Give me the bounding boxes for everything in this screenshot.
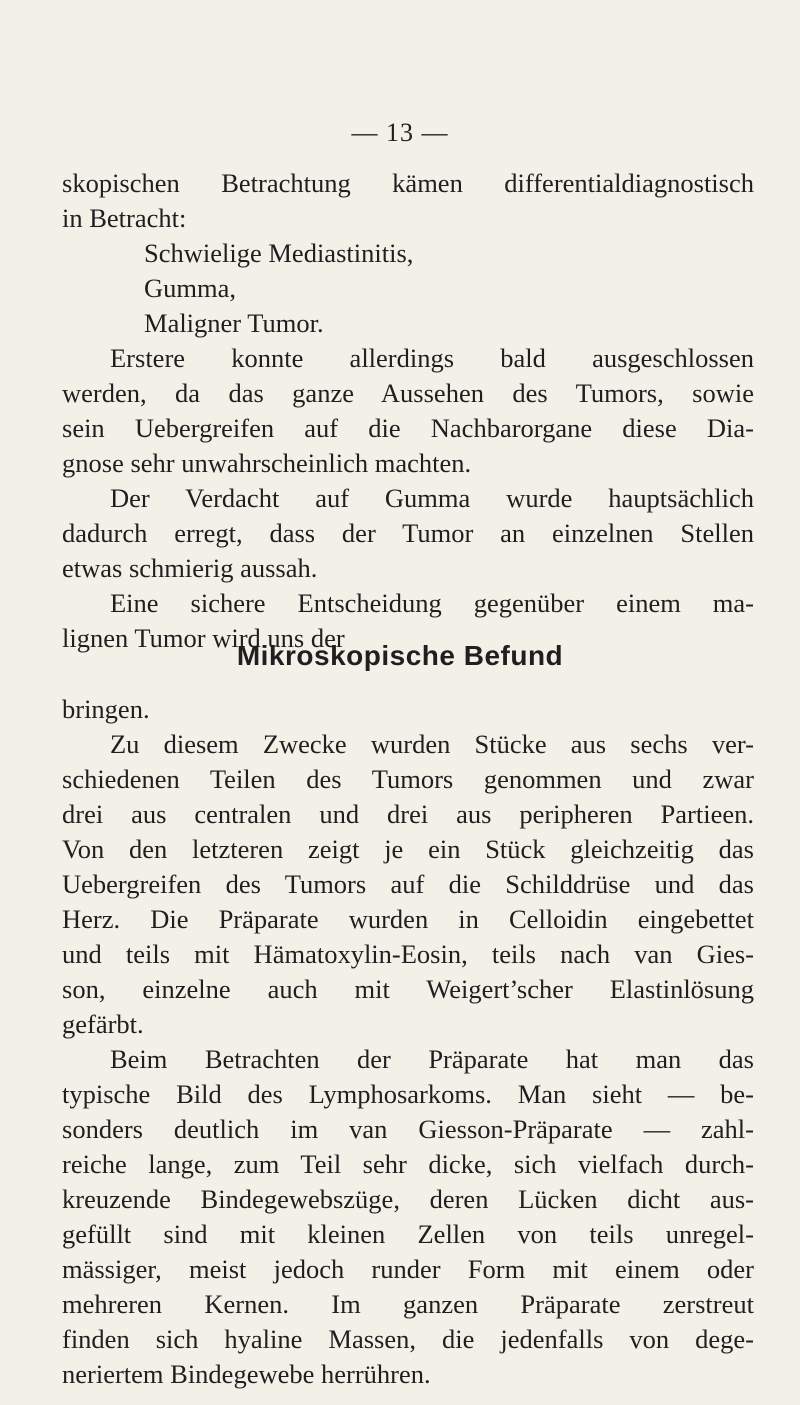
text-line: gnose sehr unwahrscheinlich machten. — [62, 448, 472, 478]
text-block-top — [62, 166, 754, 656]
text-block-bottom — [62, 692, 754, 1392]
text-line: mässiger, meist jedoch runder Form mit einem oder — [62, 1254, 754, 1284]
text-line: gefüllt sind mit kleinen Zellen von teils unregel- — [62, 1219, 754, 1249]
text-line: neriertem Bindegewebe herrühren. — [62, 1359, 431, 1389]
text-line: sein Uebergreifen auf die Nachbarorgane diese Dia- — [62, 413, 754, 443]
text-line: etwas schmierig aussah. — [62, 553, 318, 583]
text-line: dadurch erregt, dass der Tumor an einzelnen Stellen — [62, 518, 754, 548]
text-line: werden, da das ganze Aussehen des Tumors, sowie — [62, 378, 754, 408]
text-line: drei aus centralen und drei aus peripheren Partieen. — [62, 799, 754, 829]
text-line: sonders deutlich im van Giesson-Präparate — zahl- — [62, 1114, 754, 1144]
text-line: Uebergreifen des Tumors auf die Schilddrüse und das — [62, 869, 754, 899]
text-line: son, einzelne auch mit Weigert’scher Elastinlösung — [62, 974, 754, 1004]
text-line: mehreren Kernen. Im ganzen Präparate zerstreut — [62, 1289, 754, 1319]
text-line: und teils mit Hämatoxylin-Eosin, teils nach van Gies- — [62, 939, 754, 969]
text-line: schiedenen Teilen des Tumors genommen und zwar — [62, 764, 754, 794]
section-heading: Mikroskopische Befund — [236, 640, 564, 671]
list-item: Maligner Tumor. — [144, 308, 324, 338]
page-number: — 13 — — [351, 118, 449, 147]
text-line: Von den letzteren zeigt je ein Stück gleichzeitig das — [62, 834, 754, 864]
list-item: Schwielige Mediastinitis, — [144, 238, 414, 268]
text-line: gefärbt. — [62, 1009, 144, 1039]
text-line: finden sich hyaline Massen, die jedenfalls von dege- — [62, 1324, 754, 1354]
text-line: lignen Tumor wird uns der — [62, 623, 345, 653]
text-line: kreuzende Bindegewebszüge, deren Lücken dicht aus- — [62, 1184, 754, 1214]
text-line: Herz. Die Präparate wurden in Celloidin eingebettet — [62, 904, 754, 934]
text-line: reiche lange, zum Teil sehr dicke, sich vielfach durch- — [62, 1149, 754, 1179]
text-line: Beim Betrachten der Präparate hat man das — [110, 1044, 754, 1074]
text-line: in Betracht: — [62, 203, 187, 233]
text-line: skopischen Betrachtung kämen differentialdiagnostisch — [62, 168, 754, 198]
text-line: Der Verdacht auf Gumma wurde hauptsächlich — [110, 483, 754, 513]
list-item: Gumma, — [144, 273, 236, 303]
text-line: bringen. — [62, 694, 150, 724]
text-line: typische Bild des Lymphosarkoms. Man sieht — be- — [62, 1079, 754, 1109]
text-line: Zu diesem Zwecke wurden Stücke aus sechs ver- — [110, 729, 754, 759]
text-line: Erstere konnte allerdings bald ausgeschlossen — [110, 343, 754, 373]
text-line: Eine sichere Entscheidung gegenüber einem ma- — [110, 588, 754, 618]
